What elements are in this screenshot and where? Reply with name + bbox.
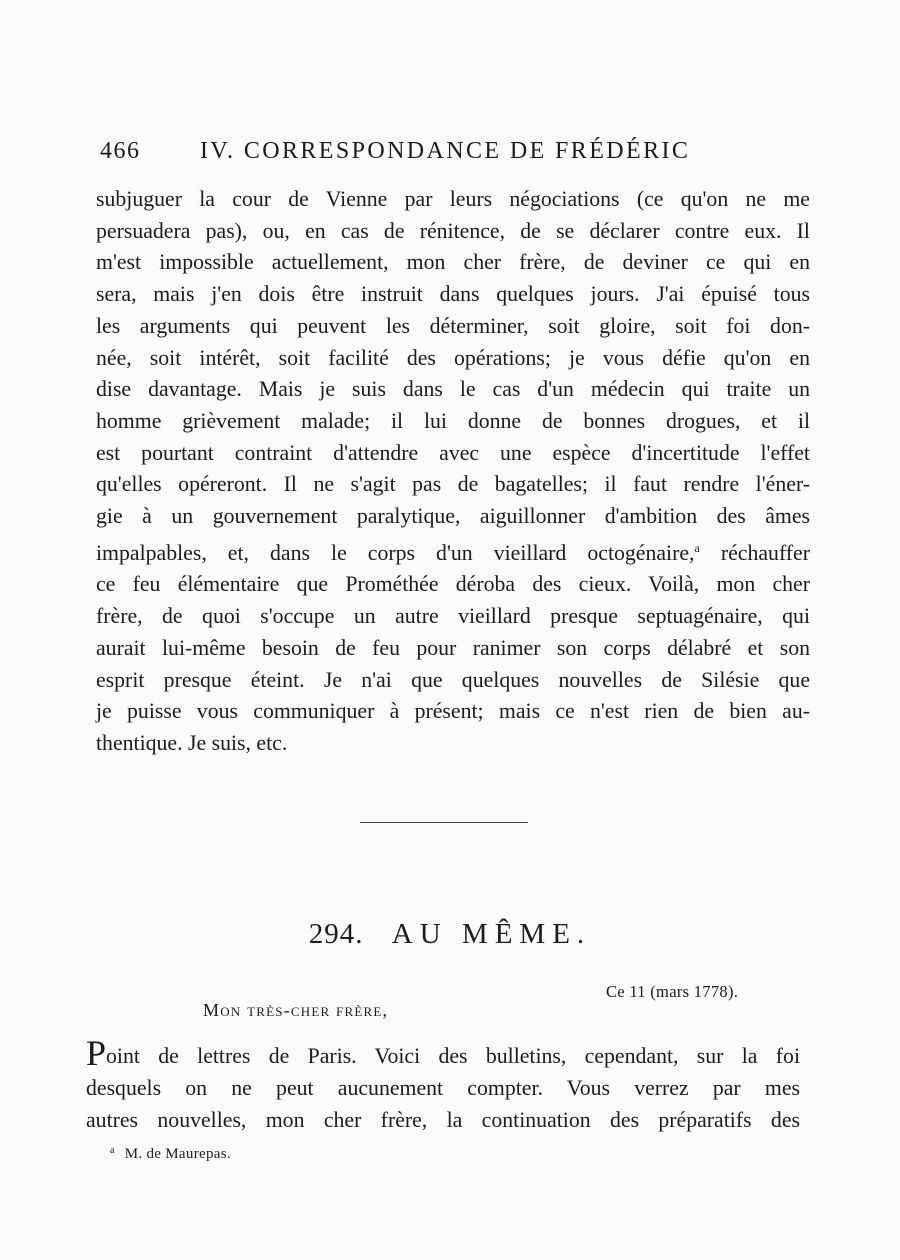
body-line-start: impalpables, et, dans le corps d'un vieillard octogénaire, — [96, 540, 695, 565]
body-line: subjuguer la cour de Vienne par leurs négociations (ce qu'on ne me — [96, 187, 810, 211]
body-line: persuadera pas), ou, en cas de rénitence, de se déclarer contre eux. Il — [96, 218, 810, 243]
letter-first-line — [86, 1033, 800, 1073]
dateline: Ce 11 (mars 1778). — [606, 982, 739, 1001]
body-line: esprit presque éteint. Je n'ai que quelques nouvelles de Silésie que — [96, 667, 810, 692]
letter-number: 294. — [308, 918, 364, 950]
body-line: dise davantage. Mais je suis dans le cas d'un médecin qui traite un — [96, 377, 810, 402]
letter-line: desquels on ne peut aucunement compter. Vous verrez par mes — [86, 1076, 800, 1100]
body-line: est pourtant contraint d'attendre avec une espèce d'incertitude l'effet — [96, 440, 810, 465]
body-line: née, soit intérêt, soit facilité des opérations; je vous défie qu'on en — [96, 345, 810, 370]
running-head — [100, 138, 720, 172]
body-line-with-footnote-ref — [96, 533, 810, 570]
body-line: frère, de quoi s'occupe un autre vieillard presque septuagénaire, qui — [96, 604, 810, 629]
body-line: les arguments qui peuvent les déterminer, soit gloire, soit foi don- — [96, 313, 810, 338]
drop-cap: P — [86, 1033, 107, 1073]
body-line: aurait lui-même besoin de feu pour ranimer son corps délabré et son — [96, 635, 810, 660]
letter-title: AU MÊME. — [391, 918, 592, 950]
salutation: Mon très-cher frère, — [203, 1000, 389, 1020]
body-line: homme grièvement malade; il lui donne de bonnes drogues, et il — [96, 408, 810, 433]
section-divider — [360, 822, 528, 823]
letter-paragraph — [86, 1033, 800, 1136]
footnote — [110, 1145, 231, 1163]
body-line: ce feu élémentaire que Prométhée déroba des cieux. Voilà, mon cher — [96, 572, 810, 597]
body-paragraph — [96, 184, 810, 760]
letter-line: autres nouvelles, mon cher frère, la continuation des préparatifs des — [86, 1108, 800, 1132]
footnote-text: M. de Maurepas. — [124, 1146, 231, 1162]
page-number: 466 — [100, 138, 141, 164]
body-line: gie à un gouvernement paralytique, aiguillonner d'ambition des âmes — [96, 504, 810, 529]
body-line: je puisse vous communiquer à présent; mais ce n'est rien de bien au- — [96, 699, 810, 724]
footnote-ref-mark: a — [694, 540, 700, 555]
section-heading — [0, 918, 900, 951]
running-head-title: IV. CORRESPONDANCE DE FRÉDÉRIC — [200, 138, 691, 164]
body-line: qu'elles opéreront. Il ne s'agit pas de bagatelles; il faut rendre l'éner- — [96, 472, 810, 497]
body-line-end: réchauffer — [720, 540, 810, 565]
body-line: thentique. Je suis, etc. — [96, 730, 288, 755]
body-line: m'est impossible actuellement, mon cher frère, de deviner ce qui en — [96, 250, 810, 275]
body-line: sera, mais j'en dois être instruit dans quelques jours. J'ai épuisé tous — [96, 282, 810, 307]
footnote-mark: a — [110, 1145, 115, 1156]
letter-first-line-text: oint de lettres de Paris. Voici des bulletins, cependant, sur la foi — [106, 1044, 800, 1068]
